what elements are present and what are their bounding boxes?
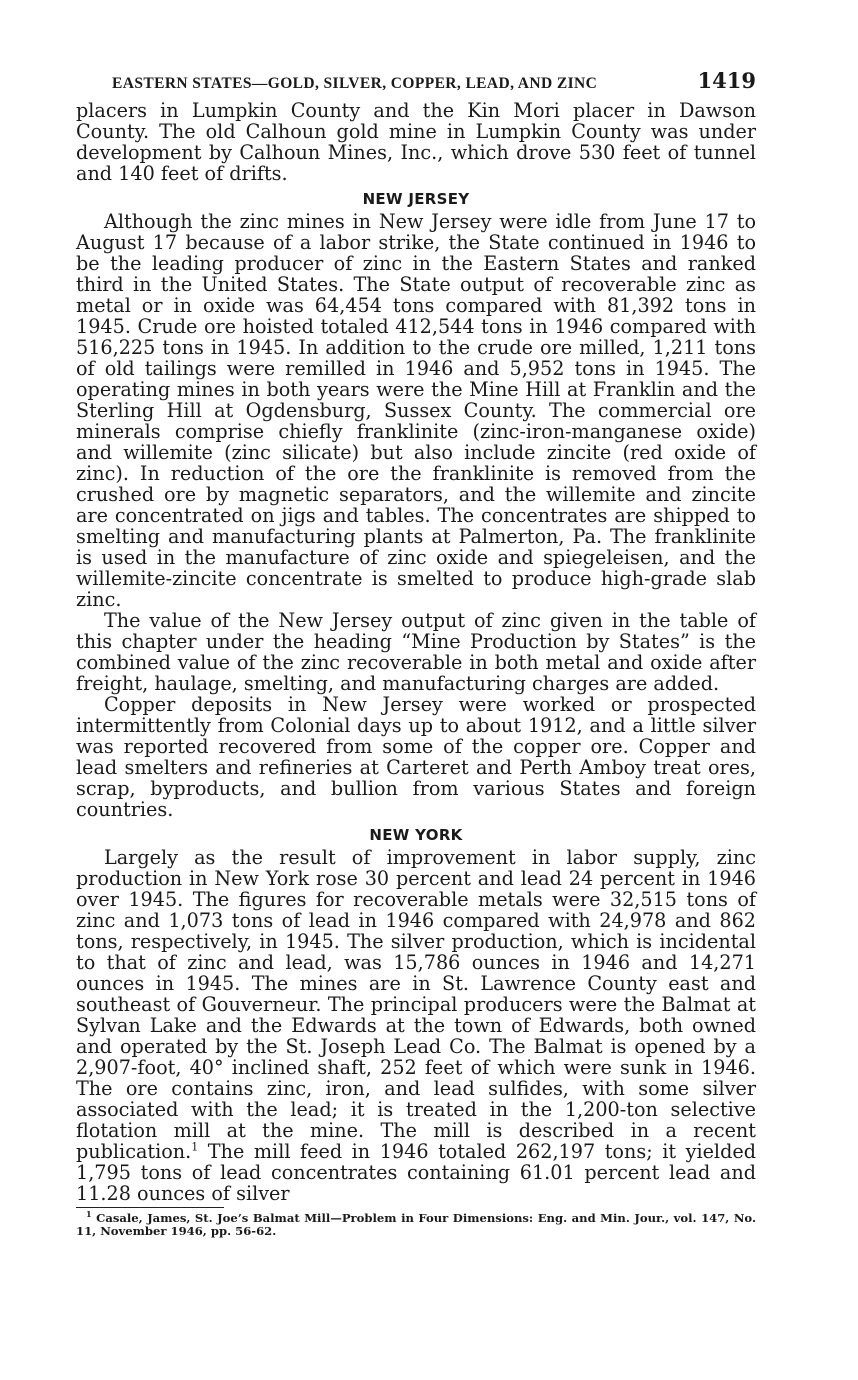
page-number: 1419 (697, 68, 756, 93)
footnote (76, 1209, 756, 1238)
paragraph-georgia-continued: placers in Lumpkin County and the Kin Mori placer in Dawson County. The old Calhoun gold mine in Lumpkin County was under development by Calhoun Mines, Inc., which drove 530 feet of tunnel and 140 feet of drifts. (76, 99, 756, 185)
footnote-text: Casale, James, St. Joe’s Balmat Mill—Problem in Four Dimensions: Eng. and Min. Jour., vol. 147, No. 11, November 1946, pp. 56-62. (76, 1211, 756, 1238)
paragraph-new-york-1 (76, 847, 756, 1204)
paragraph-new-jersey-1: Although the zinc mines in New Jersey were idle from June 17 to August 17 because of a labor strike, the State continued in 1946 to be the leading producer of zinc in the Eastern States and ranked third in the United States. The State output of recoverable zinc as metal or in oxide was 64,454 tons compared with 81,392 tons in 1945. Crude ore hoisted totaled 412,544 tons in 1946 compared with 516,225 tons in 1945. In addition to the crude ore milled, 1,211 tons of old tailings were remilled in 1946 and 5,952 tons in 1945. The operating mines in both years were the Mine Hill at Franklin and the Sterling Hill at Ogdensburg, Sussex County. The commercial ore minerals comprise chiefly franklinite (zinc-iron-manganese oxide) and willemite (zinc silicate) but also include zincite (red oxide of zinc). In reduction of the ore the franklinite is removed from the crushed ore by magnetic separators, and the willemite and zincite are concentrated on jigs and tables. The concentrates are shipped to smelting and manufacturing plants at Palmerton, Pa. The franklinite is used in the manufacture of zinc oxide and spiegeleisen, and the willemite-zincite concentrate is smelted to produce high-grade slab zinc. (76, 210, 756, 611)
paragraph-new-york-1-part-a: Largely as the result of improvement in labor supply, zinc production in New York rose 30 percent and lead 24 percent in 1946 over 1945. The figures for recoverable metals were 32,515 tons of zinc and 1,073 tons of lead in 1946 compared with 24,978 and 862 tons, respectively, in 1945. The silver production, which is incidental to that of zinc and lead, was 15,786 ounces in 1946 and 14,271 ounces in 1945. The mines are in St. Lawrence County east and southeast of Gouverneur. The principal producers were the Balmat at Sylvan Lake and the Edwards at the town of Edwards, both owned and operated by the St. Joseph Lead Co. The Balmat is opened by a 2,907-foot, 40° inclined shaft, 252 feet of which were sunk in 1946. The ore contains zinc, iron, and lead sulfides, with some silver associated with the lead; it is treated in the 1,200-ton selective flotation mill at the mine. The mill is described in a recent publication. (76, 846, 756, 1163)
section-heading-new-jersey: NEW JERSEY (362, 190, 470, 208)
footnote-reference: 1 (191, 1140, 199, 1154)
paragraph-new-york-1-part-b: The mill feed in 1946 totaled 262,197 tons; it yielded 1,795 tons of lead concentrates containing 61.01 percent lead and 11.28 ounces of silver (76, 1140, 756, 1205)
section-heading-new-york: NEW YORK (369, 826, 463, 844)
running-title: EASTERN STATES—GOLD, SILVER, COPPER, LEAD, AND ZINC (112, 75, 598, 92)
footnote-divider (76, 1207, 224, 1208)
paragraph-new-jersey-2: The value of the New Jersey output of zinc given in the table of this chapter under the heading “Mine Production by States” is the combined value of the zinc recoverable in both metal and oxide after freight, haulage, smelting, and manufacturing charges are added. (76, 609, 756, 695)
paragraph-new-jersey-3: Copper deposits in New Jersey were worked or prospected intermittently from Colonial days up to about 1912, and a little silver was reported recovered from some of the copper ore. Copper and lead smelters and refineries at Carteret and Perth Amboy treat ores, scrap, byproducts, and bullion from various States and foreign countries. (76, 693, 756, 821)
footnote-marker: 1 (86, 1209, 92, 1220)
page (76, 68, 756, 1238)
running-head (76, 68, 756, 100)
